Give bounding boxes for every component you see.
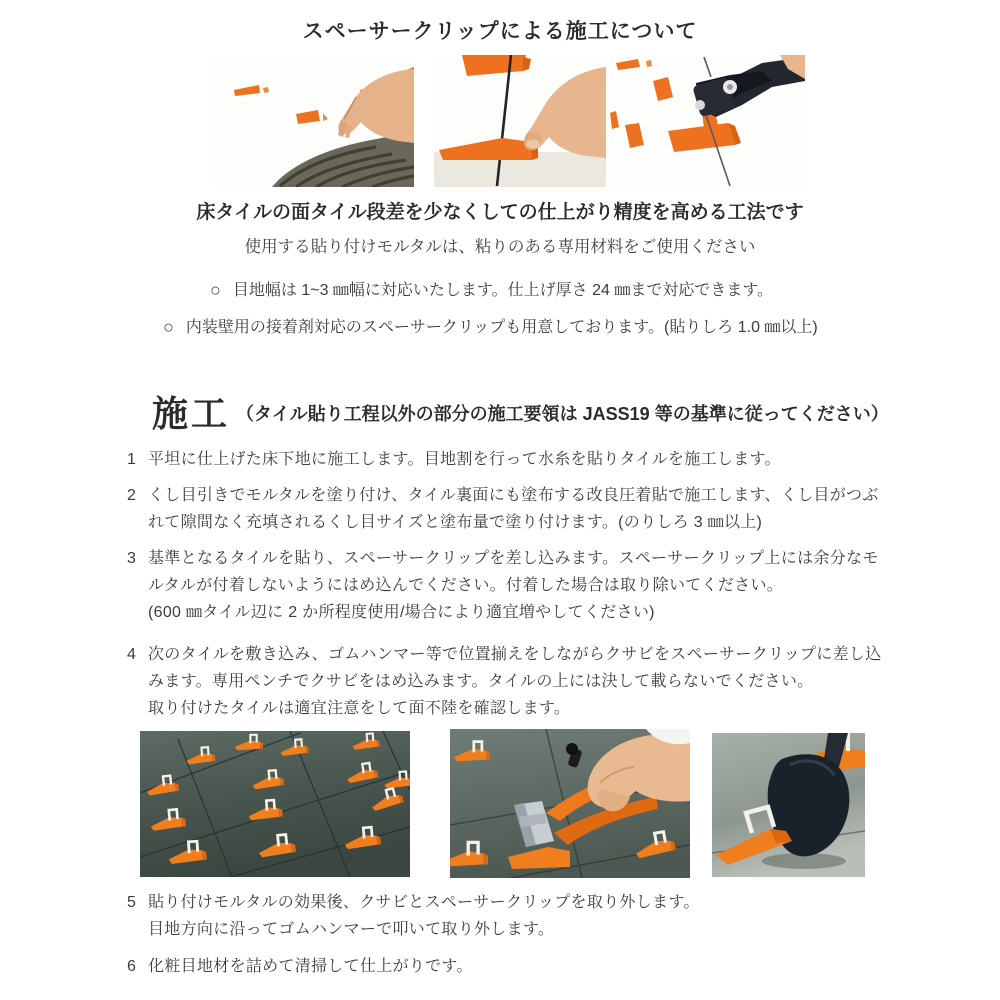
photo-rubber-mallet: [712, 733, 865, 877]
step-3: [127, 545, 897, 626]
photo-floor-with-clips: [140, 731, 410, 877]
step-line: 取り付けたタイルは適宜注意をして面不陸を確認します。: [148, 700, 571, 717]
step-line: 次のタイルを敷き込み、ゴムハンマー等で位置揃えをしながらクサビをスペーサークリップに差し込: [148, 646, 882, 663]
mortar-note: 使用する貼り付けモルタルは、粘りのある専用材料をご使用ください: [244, 238, 756, 256]
step-number: 1: [127, 451, 136, 468]
step-line: 基準となるタイルを貼り、スペーサークリップを差し込みます。スペーサークリップ上には余分なモ: [148, 550, 879, 567]
step-2: [127, 482, 897, 536]
circle-bullet-icon: ○: [210, 280, 221, 300]
step-line: くし目引きでモルタルを塗り付け、タイル裏面にも塗布する改良圧着貼で施工します、くし目がつぶ: [148, 487, 879, 504]
step-line: 平坦に仕上げた床下地に施工します。目地割を行って水糸を貼りタイルを施工します。: [148, 451, 781, 468]
section-note: （タイル貼り工程以外の部分の施工要領は JASS19 等の基準に従ってください）: [236, 404, 889, 424]
thumbnail: [527, 140, 540, 149]
step-number: 2: [127, 487, 136, 504]
step-line: ルタルが付着しないようにはめ込んでください。付着した場合は取り除いてください。: [148, 577, 784, 594]
bullet-wall-clip: [163, 314, 818, 338]
method-headline: 床タイルの面タイル段差を少なくしての仕上がり精度を高める工法です: [196, 202, 804, 223]
step-line: (600 ㎜タイル辺に 2 か所程度使用/場合により適宜増やしてください): [148, 604, 655, 621]
step-number: 5: [127, 894, 136, 911]
step-1: [127, 446, 897, 473]
step-number: 6: [127, 958, 136, 975]
bullet-text: 内装壁用の接着剤対応のスペーサークリップも用意しております。(貼りしろ 1.0 ㎜以上): [185, 319, 818, 336]
step-number: 3: [127, 550, 136, 567]
step-line: 目地方向に沿ってゴムハンマーで叩いて取り外します。: [148, 921, 555, 938]
step-5: [127, 889, 897, 943]
photo-pliers-setting-clip: [610, 55, 805, 187]
step-line: 化粧目地材を詰めて清掃して仕上がりです。: [148, 958, 473, 975]
page-title: スペーサークリップによる施工について: [302, 20, 698, 43]
step-line: みます。専用ペンチでクサビをはめ込みます。タイルの上には決して載らないでください。: [148, 673, 814, 690]
photo-press-clip-into-mortar: [214, 55, 414, 187]
step-4: [127, 641, 897, 722]
circle-bullet-icon: ○: [163, 317, 174, 337]
section-title: 施工: [152, 393, 231, 434]
step-6: [127, 953, 897, 980]
photo-pliers-press-on-floor: [450, 729, 690, 878]
bullet-text: 目地幅は 1~3 ㎜幅に対応いたします。仕上げ厚さ 24 ㎜まで対応できます。: [232, 282, 774, 299]
section-heading: [152, 386, 889, 437]
step-line: 貼り付けモルタルの効果後、クサビとスペーサークリップを取り外します。: [148, 894, 700, 911]
bullet-joint-width: [210, 277, 773, 301]
step-line: れて隙間なく充填されるくし目サイズと塗布量で塗り付けます。(のりしろ 3 ㎜以上): [148, 514, 763, 531]
step-number: 4: [127, 646, 136, 663]
photo-insert-wedge-by-hand: [434, 55, 606, 187]
